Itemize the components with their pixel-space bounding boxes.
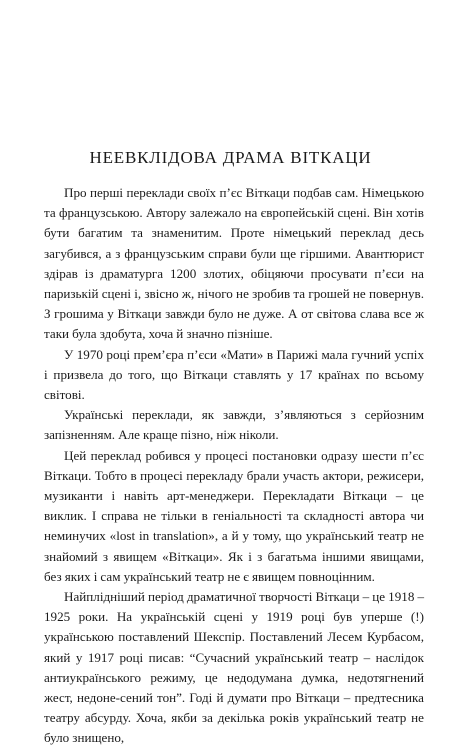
paragraph: Українські переклади, як завжди, з’являються з серйозним запізненням. Але краще пізно, ніж ніколи. [44,407,424,443]
chapter-body [44,183,424,749]
paragraph: Про перші переклади своїх п’єс Віткаци подбав сам. Німецькою та французською. Автору залежало на європейській сцені. Він хотів бути багатим та знаменитим. Проте німецький переклад десь загубився, а з французським справи були ще гіршими. Авантюрист здірав із драматурга 1200 злотих, обіцяючи просувати п’єси на паризькій сцені і, звісно ж, нічого не зробив та грошей не повернув. З грошима у Віткаци завжди було не дуже. А от світова слава все ж таки була здобута, хоча й значно пізніше. [44,185,424,342]
paragraph: Найплідніший період драматичної творчості Віткаци – це 1918 – 1925 роки. На українській сцені у 1919 році був уперше (!) українською поставлений Шекспір. Поставлений Лесем Курбасом, який у 1917 році писав: “Сучасний український театр – наслідок антиукраїнського режиму, це недодумана думка, недотягнений жест, недоне-сений тон”. Годі й думати про Віткаци – предтесника театру абсурду. Хоча, якби за декілька років український театр не було знищено, [44,589,424,746]
paragraph: Цей переклад робився у процесі постановки одразу шести п’єс Віткаци. Тобто в процесі перекладу брали участь актори, режисери, музиканти і навіть арт-менеджери. Перекладати Віткаци – це виклик. І справа не тільки в геніальності та складності автора чи неминучих «lost in translation», а й у тому, що український театр не знайомий з явищем «Віткаци». Як і з багатьма іншими явищами, без яких і сам український театр не є явищем повноцінним. [44,447,424,584]
chapter-title: НЕЕВКЛІДОВА ДРАМА ВІТКАЦИ [89,148,372,167]
paragraph: У 1970 році прем’єра п’єси «Мати» в Парижі мала гучний успіх і призвела до того, що Віткаци ставлять у 17 країнах по всьому світові. [44,346,424,403]
